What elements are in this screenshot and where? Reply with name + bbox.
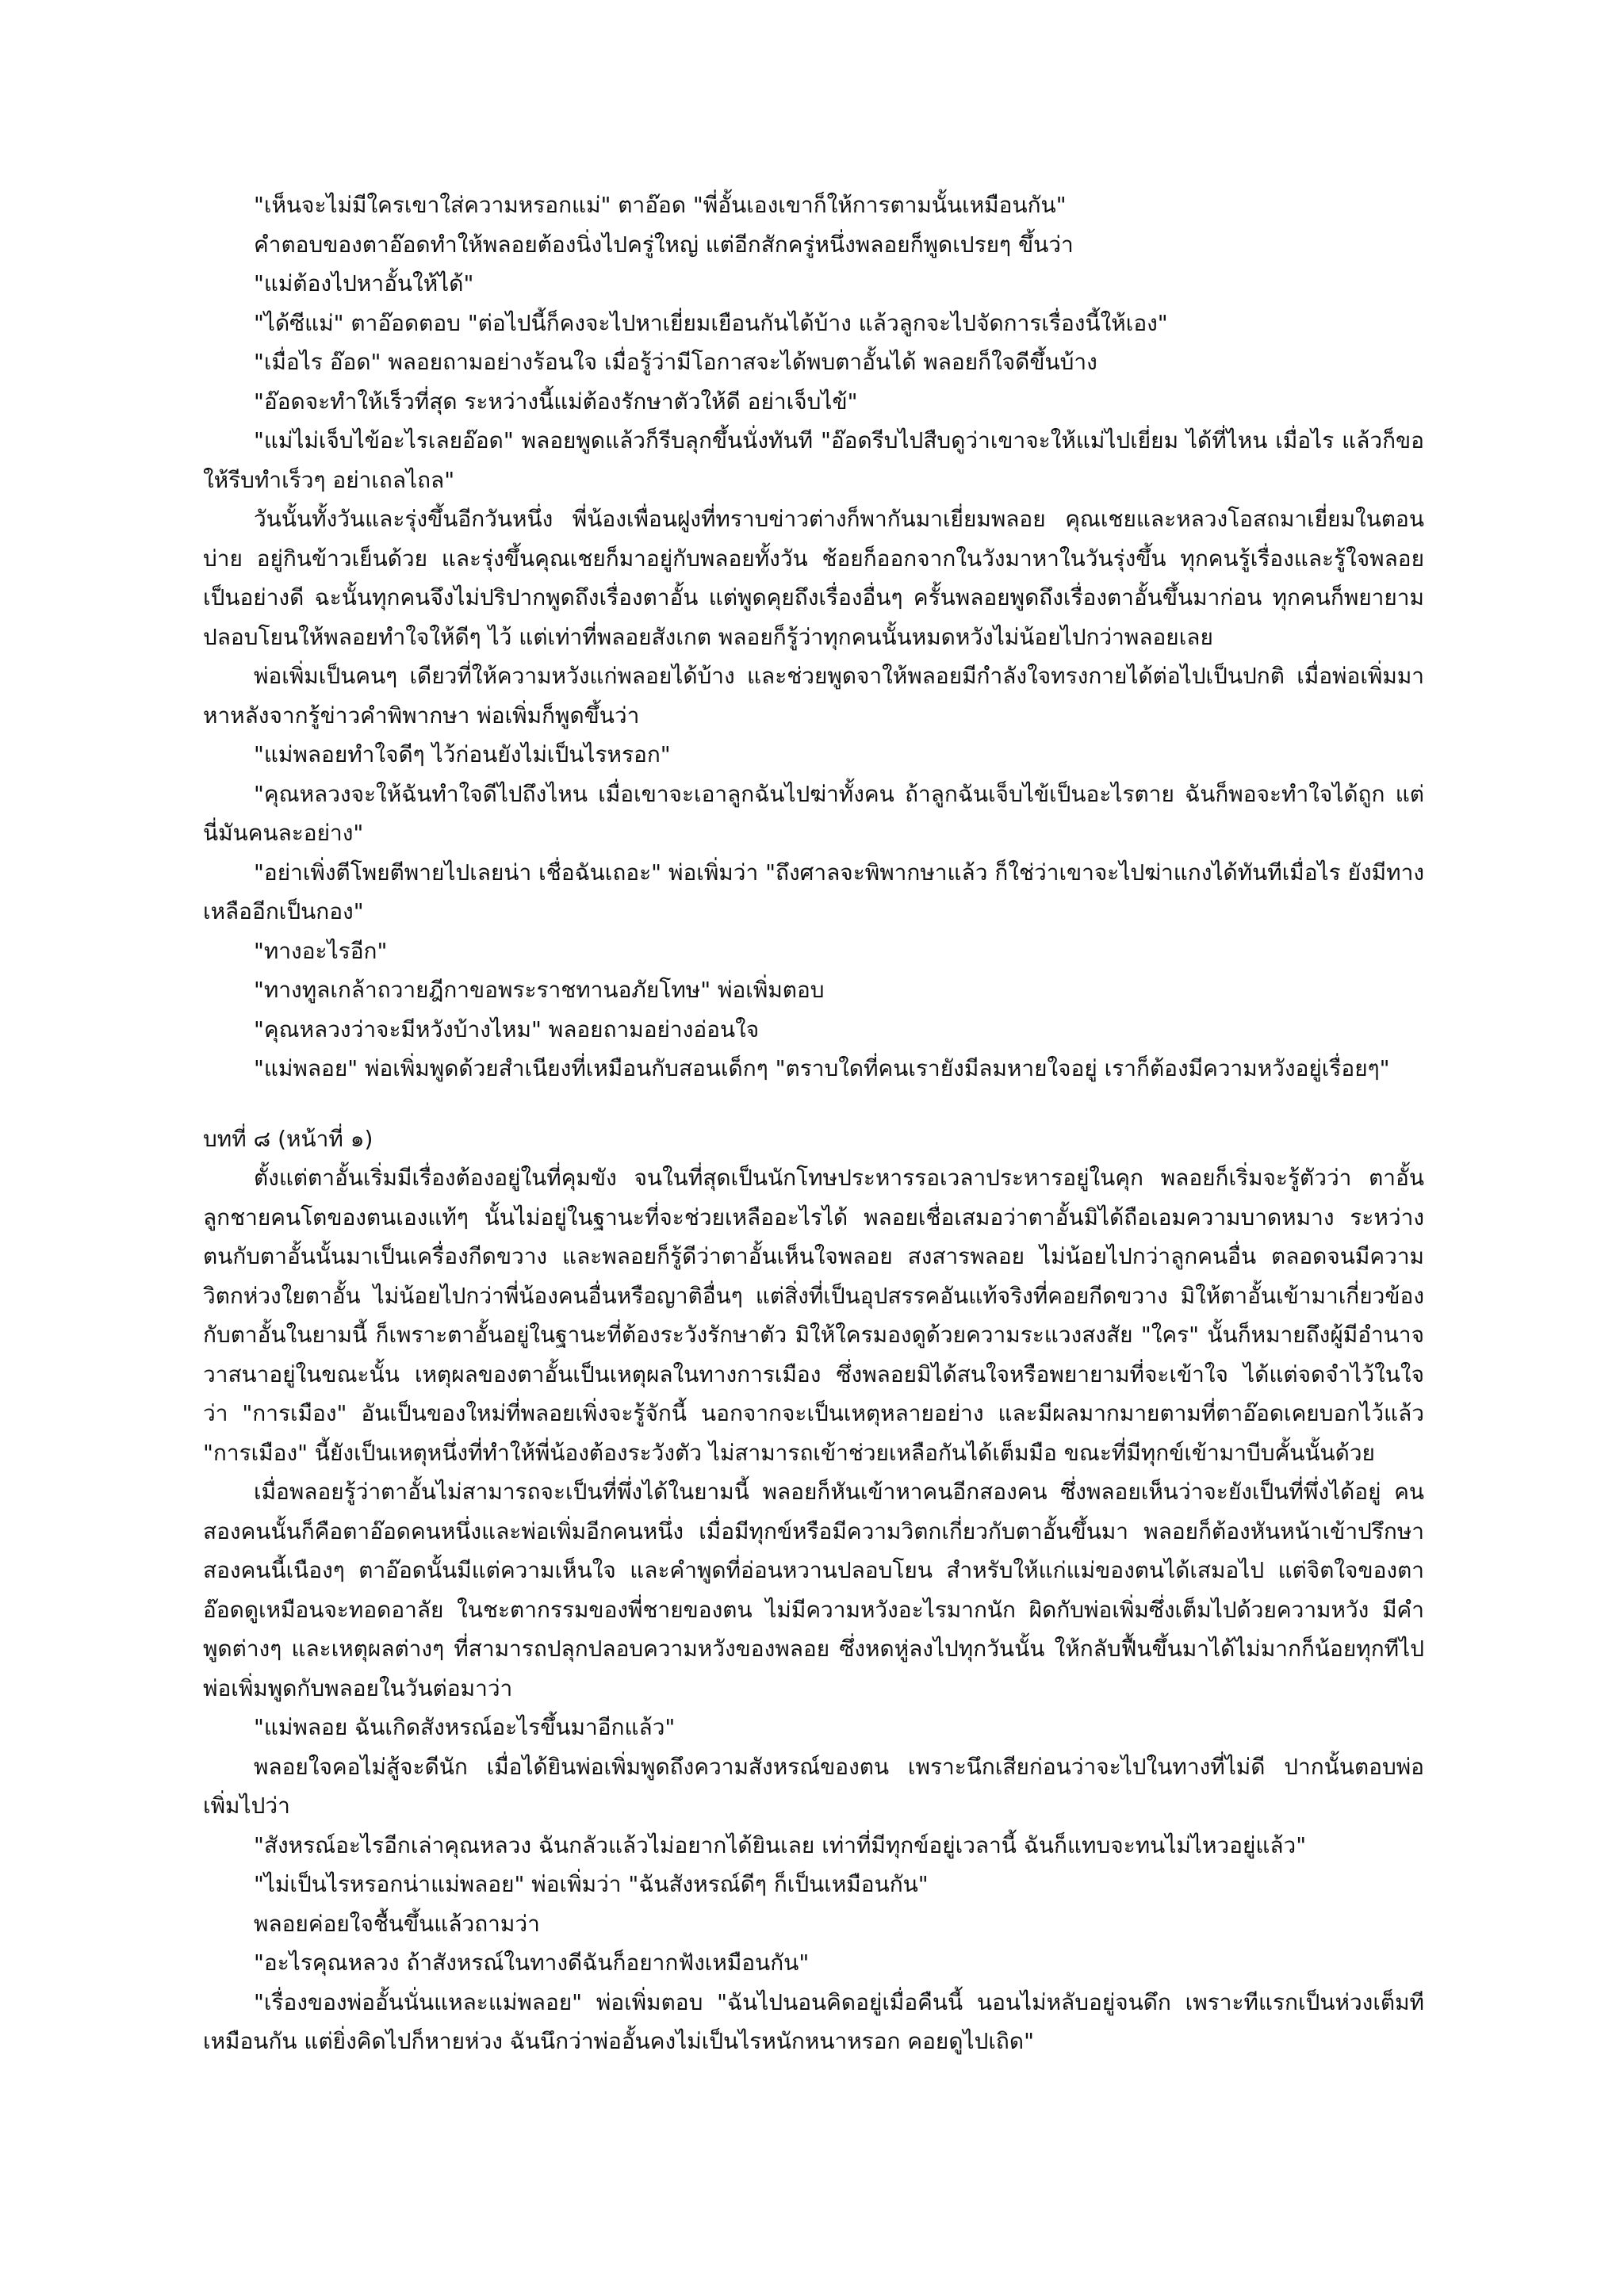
paragraph: วันนั้นทั้งวันและรุ่งขึ้นอีกวันหนึ่ง พี่น้องเพื่อนฝูงที่ทราบข่าวต่างก็พากันมาเยี่ยมพลอย คุณเชยและหลวงโอสถมาเยี่ยมในตอนบ่าย อยู่กินข้าวเย็นด้วย และรุ่งขึ้นคุณเชยก็มาอยู่กับพลอยทั้งวัน ช้อยก็ออกจากในวังมาหาในวันรุ่งขึ้น ทุกคนรู้เรื่องและรู้ใจพลอยเป็นอย่างดี ฉะนั้นทุกคนจึงไม่ปริปากพูดถึงเรื่องตาอั้น แต่พูดคุยถึงเรื่องอื่นๆ ครั้นพลอยพูดถึงเรื่องตาอั้นขึ้นมาก่อน ทุกคนก็พยายามปลอบโยนให้พลอยทำใจให้ดีๆ ไว้ แต่เท่าที่พลอยสังเกต พลอยก็รู้ว่าทุกคนนั้นหมดหวังไม่น้อยไปกว่าพลอยเลย <box>203 506 1424 650</box>
paragraph: "ไม่เป็นไรหรอกน่าแม่พลอย" พ่อเพิ่มว่า "ฉันสังหรณ์ดีๆ ก็เป็นเหมือนกัน" <box>254 1871 929 1897</box>
paragraph: "เรื่องของพ่ออั้นนั่นแหละแม่พลอย" พ่อเพิ่มตอบ "ฉันไปนอนคิดอยู่เมื่อคืนนี้ นอนไม่หลับอยู่จนดึก เพราะทีแรกเป็นห่วงเต็มทีเหมือนกัน แต่ยิ่งคิดไปก็หายห่วง ฉันนึกว่าพ่ออั้นคงไม่เป็นไรหนักหนาหรอก คอยดูไปเถิด" <box>203 1988 1424 2054</box>
paragraph: "แม่พลอย ฉันเกิดสังหรณ์อะไรขึ้นมาอีกแล้ว" <box>254 1714 676 1740</box>
paragraph: "อ๊อดจะทำให้เร็วที่สุด ระหว่างนี้แม่ต้องรักษาตัวให้ดี อย่าเจ็บไข้" <box>254 388 858 415</box>
document-body <box>203 186 1424 2061</box>
paragraph: "อย่าเพิ่งตีโพยตีพายไปเลยน่า เชื่อฉันเถอะ" พ่อเพิ่มว่า "ถึงศาลจะพิพากษาแล้ว ก็ใช่ว่าเขาจะไปฆ่าแกงได้ทันทีเมื่อไร ยังมีทางเหลืออีกเป็นกอง" <box>203 859 1424 924</box>
paragraph: "แม่ไม่เจ็บไข้อะไรเลยอ๊อด" พลอยพูดแล้วก็รีบลุกขึ้นนั่งทันที "อ๊อดรีบไปสืบดูว่าเขาจะให้แม่ไปเยี่ยม ได้ที่ไหน เมื่อไร แล้วก็ขอให้รีบทำเร็วๆ อย่าเถลไถล" <box>203 427 1424 493</box>
paragraph: พลอยค่อยใจชื้นขึ้นแล้วถามว่า <box>254 1910 540 1937</box>
paragraph: เมื่อพลอยรู้ว่าตาอั้นไม่สามารถจะเป็นที่พึ่งได้ในยามนี้ พลอยก็หันเข้าหาคนอีกสองคน ซึ่งพลอยเห็นว่าจะยังเป็นที่พึ่งได้อยู่ คนสองคนนั้นก็คือตาอ๊อดคนหนึ่งและพ่อเพิ่มอีกคนหนึ่ง เมื่อมีทุกข์หรือมีความวิตกเกี่ยวกับตาอั้นขึ้นมา พลอยก็ต้องหันหน้าเข้าปรึกษาสองคนนี้เนืองๆ ตาอ๊อดนั้นมีแต่ความเห็นใจ และคำพูดที่อ่อนหวานปลอบโยน สำหรับให้แก่แม่ของตนได้เสมอไป แต่จิตใจของตาอ๊อดดูเหมือนจะทอดอาลัย ในชะตากรรมของพี่ชายของตน ไม่มีความหวังอะไรมากนัก ผิดกับพ่อเพิ่มซึ่งเต็มไปด้วยความหวัง มีคำพูดต่างๆ และเหตุผลต่างๆ ที่สามารถปลุกปลอบความหวังของพลอย ซึ่งหดหู่ลงไปทุกวันนั้น ให้กลับฟื้นขึ้นมาได้ไม่มากก็น้อยทุกทีไป พ่อเพิ่มพูดกับพลอยในวันต่อมาว่า <box>203 1479 1424 1701</box>
paragraph: "เมื่อไร อ๊อด" พลอยถามอย่างร้อนใจ เมื่อรู้ว่ามีโอกาสจะได้พบตาอั้นได้ พลอยก็ใจดีขึ้นบ้าง <box>254 349 1097 375</box>
paragraph: "ได้ซีแม่" ตาอ๊อดตอบ "ต่อไปนี้ก็คงจะไปหาเยี่ยมเยือนกันได้บ้าง แล้วลูกจะไปจัดการเรื่องนี้ให้เอง" <box>254 309 1168 336</box>
paragraph: "คุณหลวงว่าจะมีหวังบ้างไหม" พลอยถามอย่างอ่อนใจ <box>254 1016 760 1043</box>
paragraph: "แม่พลอย" พ่อเพิ่มพูดด้วยสำเนียงที่เหมือนกับสอนเด็กๆ "ตราบใดที่คนเรายังมีลมหายใจอยู่ เราก็ต้องมีความหวังอยู่เรื่อยๆ" <box>254 1055 1390 1081</box>
paragraph: "เห็นจะไม่มีใครเขาใส่ความหรอกแม่" ตาอ๊อด "พี่อั้นเองเขาก็ให้การตามนั้นเหมือนกัน" <box>254 192 1067 218</box>
paragraph: พ่อเพิ่มเป็นคนๆ เดียวที่ให้ความหวังแก่พลอยได้บ้าง และช่วยพูดจาให้พลอยมีกำลังใจทรงกายได้ต่อไปเป็นปกติ เมื่อพ่อเพิ่มมาหาหลังจากรู้ข่าวคำพิพากษา พ่อเพิ่มก็พูดขึ้นว่า <box>203 663 1424 729</box>
chapter-heading: บทที่ ๘ (หน้าที่ ๑) <box>203 1125 373 1152</box>
paragraph: พลอยใจคอไม่สู้จะดีนัก เมื่อได้ยินพ่อเพิ่มพูดถึงความสังหรณ์ของตน เพราะนึกเสียก่อนว่าจะไปในทางที่ไม่ดี ปากนั้นตอบพ่อเพิ่มไปว่า <box>203 1753 1424 1819</box>
paragraph: ตั้งแต่ตาอั้นเริ่มมีเรื่องต้องอยู่ในที่คุมขัง จนในที่สุดเป็นนักโทษประหารรอเวลาประหารอยู่ในคุก พลอยก็เริ่มจะรู้ตัวว่า ตาอั้นลูกชายคนโตของตนเองแท้ๆ นั้นไม่อยู่ในฐานะที่จะช่วยเหลืออะไรได้ พลอยเชื่อเสมอว่าตาอั้นมิได้ถือเอมความบาดหมาง ระหว่างตนกับตาอั้นนั้นมาเป็นเครื่องกีดขวาง และพลอยก็รู้ดีว่าตาอั้นเห็นใจพลอย สงสารพลอย ไม่น้อยไปกว่าลูกคนอื่น ตลอดจนมีความวิตกห่วงใยตาอั้น ไม่น้อยไปกว่าพี่น้องคนอื่นหรือญาติอื่นๆ แต่สิ่งที่เป็นอุปสรรคอันแท้จริงที่คอยกีดขวาง มิให้ตาอั้นเข้ามาเกี่ยวข้องกับตาอั้นในยามนี้ ก็เพราะตาอั้นอยู่ในฐานะที่ต้องระวังรักษาตัว มิให้ใครมองดูด้วยความระแวงสงสัย "ใคร" นั้นก็หมายถึงผู้มีอำนาจวาสนาอยู่ในขณะนั้น เหตุผลของตาอั้นเป็นเหตุผลในทางการเมือง ซึ่งพลอยมิได้สนใจหรือพยายามที่จะเข้าใจ ได้แต่จดจำไว้ในใจว่า "การเมือง" อันเป็นของใหม่ที่พลอยเพิ่งจะรู้จักนี้ นอกจากจะเป็นเหตุหลายอย่าง และมีผลมากมายตามที่ตาอ๊อดเคยบอกไว้แล้ว "การเมือง" นี้ยังเป็นเหตุหนึ่งที่ทำให้พี่น้องต้องระวังตัว ไม่สามารถเข้าช่วยเหลือกันได้เต็มมือ ขณะที่มีทุกข์เข้ามาบีบคั้นนั้นด้วย <box>203 1165 1424 1466</box>
paragraph: "แม่ต้องไปหาอั้นให้ได้" <box>254 270 474 297</box>
paragraph: "คุณหลวงจะให้ฉันทำใจดีไปถึงไหน เมื่อเขาจะเอาลูกฉันไปฆ่าทั้งคน ถ้าลูกฉันเจ็บไข้เป็นอะไรตาย ฉันก็พอจะทำใจได้ถูก แต่นี่มันคนละอย่าง" <box>203 780 1424 846</box>
paragraph: คำตอบของตาอ๊อดทำให้พลอยต้องนิ่งไปครู่ใหญ่ แต่อีกสักครู่หนึ่งพลอยก็พูดเปรยๆ ขึ้นว่า <box>254 231 1074 258</box>
paragraph: "อะไรคุณหลวง ถ้าสังหรณ์ในทางดีฉันก็อยากฟังเหมือนกัน" <box>254 1950 810 1976</box>
paragraph: "ทางทูลเกล้าถวายฎีกาขอพระราชทานอภัยโทษ" พ่อเพิ่มตอบ <box>254 977 825 1003</box>
paragraph: "แม่พลอยทำใจดีๆ ไว้ก่อนยังไม่เป็นไรหรอก" <box>254 741 671 767</box>
paragraph: "สังหรณ์อะไรอีกเล่าคุณหลวง ฉันกลัวแล้วไม่อยากได้ยินเลย เท่าที่มีทุกข์อยู่เวลานี้ ฉันก็แทบจะทนไม่ไหวอยู่แล้ว" <box>254 1831 1307 1858</box>
paragraph: "ทางอะไรอีก" <box>254 937 388 964</box>
